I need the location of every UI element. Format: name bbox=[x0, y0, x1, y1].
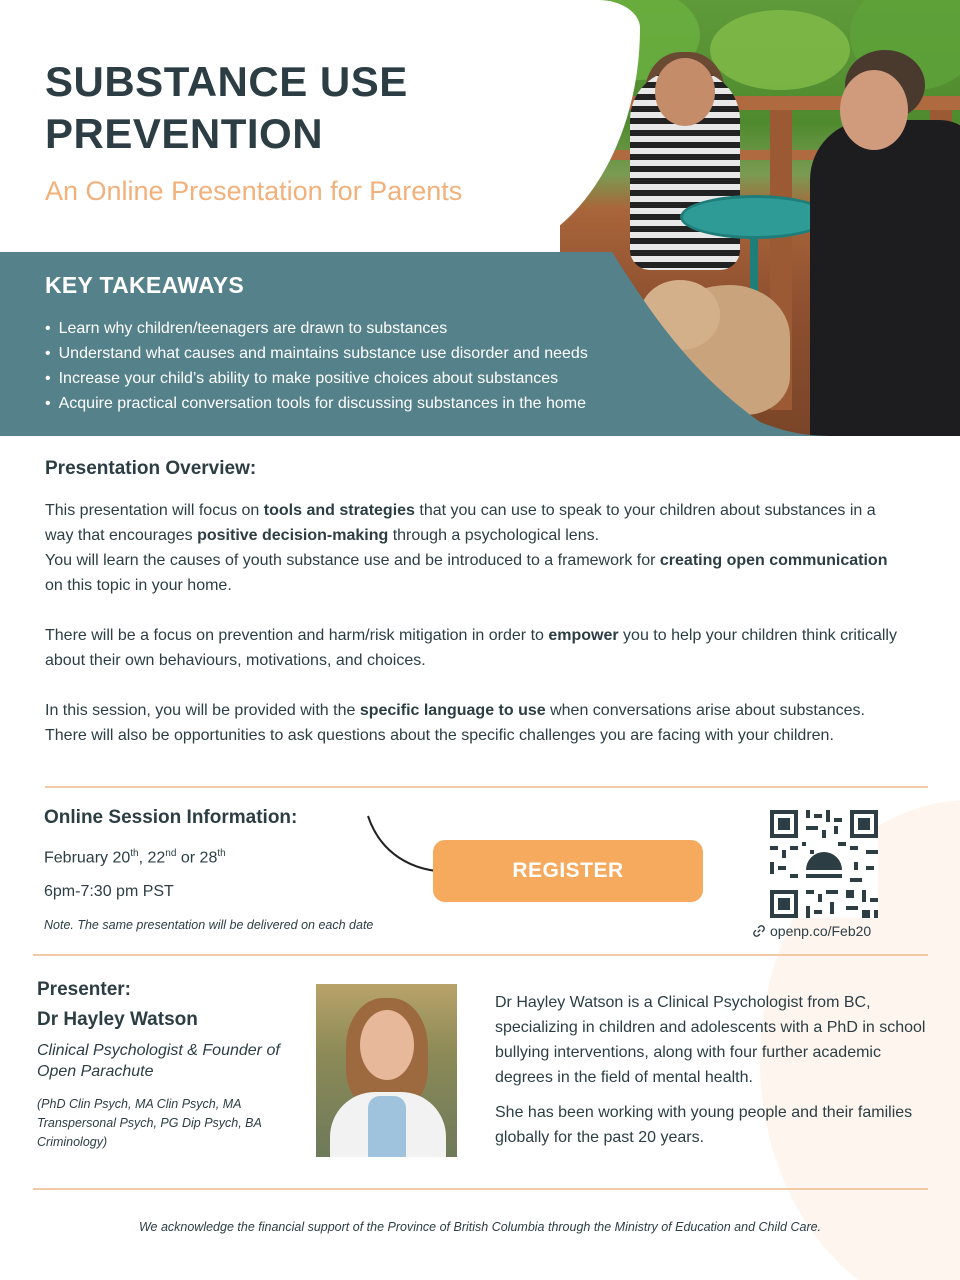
session-dates: February 20th, 22nd or 28th bbox=[44, 848, 226, 867]
overview-text bbox=[45, 498, 905, 773]
qr-link-text: openp.co/Feb20 bbox=[770, 923, 872, 939]
presenter-heading: Presenter: bbox=[37, 979, 131, 1000]
register-button[interactable]: REGISTER bbox=[433, 840, 703, 902]
presenter-degrees: (PhD Clin Psych, MA Clin Psych, MA Transpersonal Psych, PG Dip Psych, BA Criminology) bbox=[37, 1097, 262, 1149]
overview-paragraph-2: You will learn the causes of youth substance use and be introduced to a framework for creating open communication on this topic in your home. bbox=[45, 552, 888, 594]
takeaways-heading: KEY TAKEAWAYS bbox=[45, 272, 245, 298]
divider bbox=[33, 1188, 928, 1190]
takeaway-item: • Understand what causes and maintains substance use disorder and needs bbox=[45, 341, 588, 366]
session-heading: Online Session Information: bbox=[44, 807, 298, 828]
qr-code-icon[interactable] bbox=[770, 810, 878, 918]
takeaway-item: • Increase your child’s ability to make positive choices about substances bbox=[45, 366, 588, 391]
overview-heading: Presentation Overview: bbox=[45, 458, 257, 479]
bio-paragraph-1: Dr Hayley Watson is a Clinical Psychologist from BC, specializing in children and adolescents with a PhD in school bullying interventions, along with four further academic degrees in the field of mental health. bbox=[495, 994, 926, 1086]
bio-paragraph-2: She has been working with young people and their families globally for the past 20 years. bbox=[495, 1104, 913, 1146]
overview-paragraph-4: In this session, you will be provided with the specific language to use when conversations arise about substances. There will also be opportunities to ask questions about the specific challenges you are facing with your children. bbox=[45, 702, 865, 744]
presenter-name: Dr Hayley Watson bbox=[37, 1009, 198, 1030]
page-title bbox=[45, 56, 565, 160]
presenter-role: Clinical Psychologist & Founder of Open Parachute bbox=[37, 1042, 280, 1080]
qr-link[interactable] bbox=[752, 923, 871, 939]
overview-paragraph-3: There will be a focus on prevention and harm/risk mitigation in order to empower you to help your children think critically about their own behaviours, motivations, and choices. bbox=[45, 627, 897, 669]
overview-paragraph-1: This presentation will focus on tools and strategies that you can use to speak to your children about substances in a way that encourages positive decision-making through a psychological lens. bbox=[45, 502, 876, 544]
divider bbox=[45, 786, 928, 788]
takeaways-list bbox=[45, 316, 588, 416]
divider bbox=[33, 954, 928, 956]
title-line-1: SUBSTANCE USE bbox=[45, 58, 408, 105]
session-note: Note. The same presentation will be delivered on each date bbox=[44, 918, 374, 932]
title-line-2: PREVENTION bbox=[45, 110, 324, 157]
footer-acknowledgement: We acknowledge the financial support of the Province of British Columbia through the Ministry of Education and Child Care. bbox=[138, 1220, 822, 1234]
page-subtitle: An Online Presentation for Parents bbox=[45, 176, 463, 206]
link-icon bbox=[752, 924, 766, 938]
presenter-photo bbox=[316, 984, 457, 1157]
presenter-bio bbox=[495, 990, 935, 1160]
takeaway-item: • Learn why children/teenagers are drawn to substances bbox=[45, 316, 588, 341]
takeaway-item: • Acquire practical conversation tools for discussing substances in the home bbox=[45, 391, 588, 416]
session-time: 6pm-7:30 pm PST bbox=[44, 883, 174, 900]
